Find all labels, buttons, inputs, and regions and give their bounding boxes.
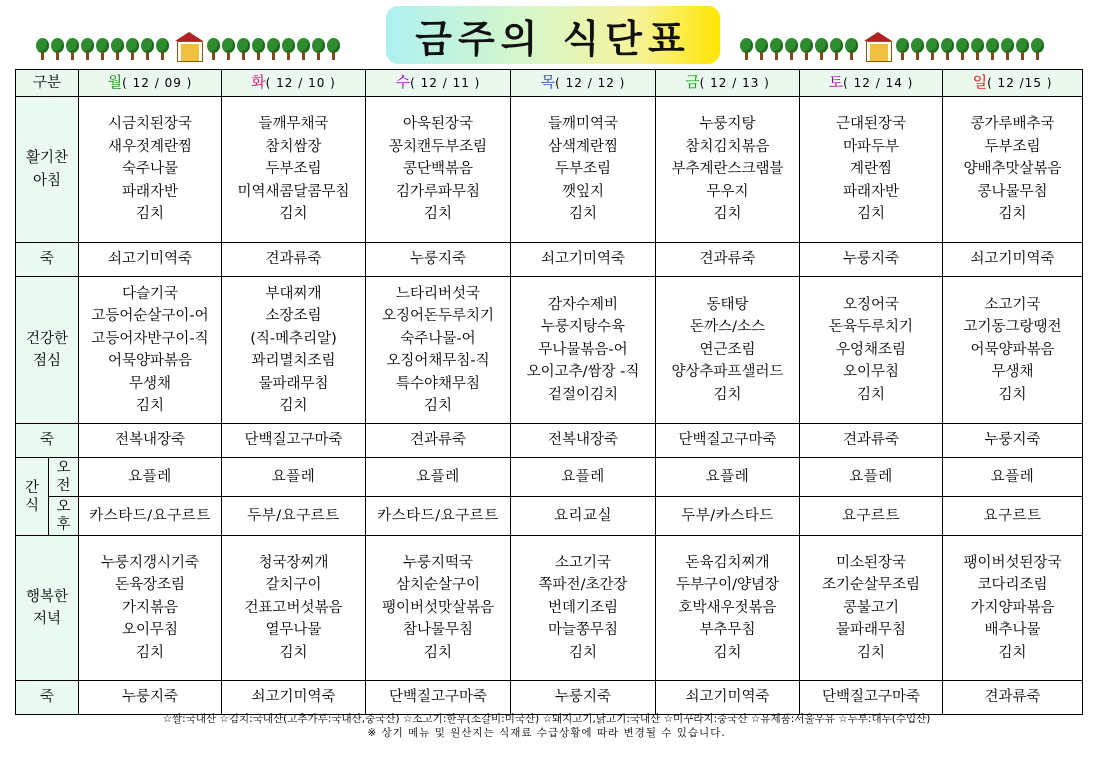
porridge-cell: 누룽지죽 [800,243,943,277]
page-header [0,0,1093,68]
footer-notes [0,712,1093,740]
menu-item: 돈까스/소스 [690,319,765,336]
porridge-cell: 쇠고기미역죽 [222,681,366,715]
menu-item: 물파래무침 [835,622,907,639]
menu-item: 시금치된장국 [107,116,193,133]
tree-icon [986,38,999,60]
menu-item: 배추나물 [984,622,1041,639]
menu-item: 미역새콤달콤무침 [237,183,350,200]
menu-item: 느타리버섯국 [395,285,481,302]
menu-item: 소고기국 [555,554,612,571]
menu-item: 무생채 [129,375,172,392]
menu-item: 오 [56,460,71,476]
snack-am-cell: 요플레 [511,458,656,497]
porridge-cell: 누룽지죽 [79,681,222,715]
porridge-label: 죽 [16,243,79,277]
menu-item: 오징어채무침-직 [386,353,490,369]
menu-item: 김가루파무침 [395,183,481,200]
tree-icon [740,38,753,60]
snack-am-cell: 요플레 [800,458,943,497]
menu-item: 무우지 [706,183,749,200]
menu-item: 파래자반 [122,183,179,200]
menu-item: 김치 [424,644,453,661]
menu-item: 들깨미역국 [547,116,619,133]
snack-pm-cell: 두부/카스타드 [656,497,800,536]
porridge-cell: 누룽지죽 [366,243,511,277]
breakfast-label [16,97,79,243]
menu-item: 부추무침 [699,622,756,639]
lunch-cell [511,277,656,424]
menu-item: 누룽지갱시기죽 [100,554,200,571]
menu-item: 오이무침 [122,622,179,639]
menu-item: 오징어돈두루치기 [381,308,495,324]
menu-item: 김치 [998,644,1027,661]
lunch-cell [656,277,800,424]
menu-item: 청국장찌개 [258,554,329,571]
day-header-fri: 금( 12 / 13 ) [656,70,800,97]
tree-icon [1016,38,1029,60]
tree-icon [66,38,79,60]
menu-item: 새우젓계란찜 [107,138,193,155]
tree-icon [971,38,984,60]
menu-item: 고등어자반구이-직 [91,330,209,347]
menu-item: 김치 [998,206,1027,223]
title-banner [386,6,720,64]
menu-item: 김치 [998,386,1027,403]
tree-icon [800,38,813,60]
day-header-sun: 일( 12 /15 ) [943,70,1083,97]
menu-item: 오징어국 [843,296,900,313]
porridge-cell: 단백질고구마죽 [656,424,800,458]
tree-icon [81,38,94,60]
menu-item: 양상추파프샐러드 [671,364,784,381]
menu-item: 김치 [279,398,308,414]
tree-icon [237,38,250,60]
decoration-right [740,32,1046,60]
snack-pm-cell: 요구르트 [800,497,943,536]
menu-item: 코다리조림 [977,577,1048,594]
menu-item: 미소된장국 [835,554,907,571]
menu-item: 깻잎지 [562,183,605,200]
menu-item: 우엉채조림 [835,341,907,358]
porridge-cell: 단백질고구마죽 [800,681,943,715]
menu-item: 오이무침 [843,364,900,381]
origin-note: ☆쌀:국내산 ☆김치:국내산(고추가루:국내산,중국산) ☆소고기:한우(소갈비:미국산) ☆돼지고기,닭고기:국내산 ☆미꾸라지:중국산 ☆유제품:서울우유 ☆두부:대두(수입산) [162,713,931,725]
dinner-cell [943,536,1083,681]
menu-item: 김치 [857,206,886,223]
menu-item: 아침 [33,172,62,189]
menu-item: 숙주나물 [122,161,179,178]
dinner-cell [656,536,800,681]
menu-item: 어묵양파볶음 [107,353,193,369]
porridge-cell: 쇠고기미역죽 [943,243,1083,277]
menu-item: 부대찌개 [265,285,322,302]
menu-item: 겉절이김치 [547,386,619,403]
menu-item: 김치 [857,386,886,403]
menu-item: 김치 [569,206,598,223]
menu-item: 김치 [279,206,308,223]
menu-item: 김치 [136,644,165,661]
menu-item: 김치 [424,206,453,223]
menu-item: 숙주나물-어 [400,330,476,347]
day-header-sat: 토( 12 / 14 ) [800,70,943,97]
house-icon [174,32,204,60]
porridge-cell: 쇠고기미역죽 [79,243,222,277]
day-header-thu: 목( 12 / 12 ) [511,70,656,97]
breakfast-cell [222,97,366,243]
menu-item: 다슬기국 [122,285,179,302]
tree-icon [815,38,828,60]
porridge-cell: 전복내장죽 [79,424,222,458]
menu-item: 건표고버섯볶음 [244,599,343,616]
menu-item: 팽이버섯맛살볶음 [381,599,495,616]
dinner-cell [222,536,366,681]
menu-item: 근대된장국 [835,116,907,133]
menu-item: 어묵양파볶음 [970,341,1055,358]
menu-item: 건강한 [25,330,69,347]
porridge-cell: 쇠고기미역죽 [511,243,656,277]
snack-pm-cell: 요구르트 [943,497,1083,536]
menu-item: 행복한 [25,588,69,605]
porridge-cell: 견과류죽 [222,243,366,277]
menu-item: 아욱된장국 [402,116,474,133]
porridge-row-2 [16,424,1083,458]
porridge-cell: 전복내장죽 [511,424,656,458]
menu-item: 마늘쫑무침 [547,622,619,639]
decoration-left [36,32,342,60]
day-header-wed: 수( 12 / 11 ) [366,70,511,97]
menu-item: 꽈리멸치조림 [251,353,336,369]
tree-icon [207,38,220,60]
menu-item: 김치 [136,398,165,414]
menu-item: 누룽지탕수육 [540,319,626,336]
menu-item: 들깨무채국 [258,116,329,133]
dinner-cell [800,536,943,681]
snack-am-cell: 요플레 [943,458,1083,497]
menu-item: 참나물무침 [402,622,474,639]
day-header-mon: 월( 12 / 09 ) [79,70,222,97]
menu-item: 콩단백볶음 [402,161,474,178]
menu-item: 가지볶음 [122,599,179,616]
lunch-cell [366,277,511,424]
menu-item: 번데기조림 [547,599,619,616]
tree-icon [926,38,939,60]
dinner-cell [79,536,222,681]
header-corner: 구분 [16,70,79,97]
snack-pm-cell: 두부/요구르트 [222,497,366,536]
lunch-cell [800,277,943,424]
breakfast-cell [366,97,511,243]
tree-icon [312,38,325,60]
menu-item: 가지양파볶음 [970,599,1055,616]
menu-item: 점심 [33,353,62,369]
menu-item: 파래자반 [843,183,900,200]
menu-item: 삼치순살구이 [395,577,481,594]
meal-plan-table [15,69,1083,715]
menu-item: 쪽파전/초간장 [538,577,628,594]
snack-am-label [49,458,79,497]
change-notice: ※ 상기 메뉴 및 원산지는 식재료 수급상황에 따라 변경될 수 있습니다. [367,727,726,739]
menu-item: 갈치구이 [265,577,322,594]
breakfast-cell [943,97,1083,243]
tree-icon [770,38,783,60]
tree-icon [96,38,109,60]
menu-item: 저녁 [33,611,62,627]
menu-item: 전 [56,478,71,494]
menu-item: 콩불고기 [843,599,900,616]
page-title: 금주의 식단표 [415,16,691,61]
tree-icon [297,38,310,60]
snack-label: 간 식 [16,458,49,536]
tree-icon [1001,38,1014,60]
menu-item: 두부조림 [555,161,612,178]
tree-icon [222,38,235,60]
porridge-row-1 [16,243,1083,277]
tree-icon [267,38,280,60]
menu-item: 두부조림 [984,138,1041,155]
menu-item: 김치 [424,398,453,414]
porridge-label: 죽 [16,681,79,715]
menu-item: 두부구이/양념장 [676,577,779,594]
porridge-cell: 누룽지죽 [943,424,1083,458]
snack-am-cell: 요플레 [79,458,222,497]
porridge-cell: 누룽지죽 [511,681,656,715]
menu-item: 김치 [857,644,886,661]
tree-icon [896,38,909,60]
tree-icon [755,38,768,60]
breakfast-cell [800,97,943,243]
snack-am-cell: 요플레 [366,458,511,497]
lunch-cell [222,277,366,424]
lunch-cell [79,277,222,424]
tree-icon [141,38,154,60]
tree-icon [327,38,340,60]
porridge-cell: 단백질고구마죽 [222,424,366,458]
menu-item: 후 [56,517,71,533]
menu-item: 조기순살무조림 [821,577,921,594]
dinner-cell [366,536,511,681]
menu-item: 물파래무침 [258,375,329,392]
snack-am-cell: 요플레 [656,458,800,497]
snack-pm-row [16,497,1083,536]
porridge-cell: 쇠고기미역죽 [656,681,800,715]
menu-item: 고등어순살구이-어 [91,308,209,324]
menu-item: 무나물볶음-어 [538,341,628,358]
snack-pm-cell: 요리교실 [511,497,656,536]
menu-item: 소장조림 [265,308,322,324]
menu-item: 누룽지떡국 [402,554,474,571]
tree-icon [51,38,64,60]
menu-item: 김치 [713,206,742,223]
menu-item: 특수야채무침 [395,375,481,392]
snack-pm-label [49,497,79,536]
menu-item: 활기찬 [25,150,69,166]
dinner-cell [511,536,656,681]
snack-am-row [16,458,1083,497]
tree-icon [941,38,954,60]
menu-item: 돈육두루치기 [828,319,914,336]
tree-icon [156,38,169,60]
porridge-label: 죽 [16,424,79,458]
tree-icon [36,38,49,60]
tree-icon [282,38,295,60]
menu-item: 김치 [279,644,308,661]
day-header-tue: 화( 12 / 10 ) [222,70,366,97]
menu-item: 콩가루배추국 [970,116,1055,133]
menu-item: 팽이버섯된장국 [963,554,1062,571]
breakfast-row [16,97,1083,243]
menu-item: 두부조림 [265,161,322,178]
tree-icon [111,38,124,60]
menu-item: 감자수제비 [547,296,619,313]
breakfast-cell [511,97,656,243]
menu-item: 호박새우젓볶음 [678,599,777,616]
menu-item: 돈육김치찌개 [685,554,770,571]
menu-item: 무생채 [991,364,1034,381]
porridge-cell: 견과류죽 [800,424,943,458]
menu-item: 김치 [136,206,165,223]
menu-item: 마파두부 [843,138,900,155]
snack-am-cell: 요플레 [222,458,366,497]
menu-item: 참치김치볶음 [685,138,770,155]
lunch-label [16,277,79,424]
menu-item: 연근조림 [699,341,756,358]
menu-item: 돈육장조림 [114,577,186,594]
menu-item: (직-메추리알) [250,330,337,347]
menu-item: 고기동그랑땡전 [963,319,1062,336]
header-row [16,70,1083,97]
menu-item: 계란찜 [850,161,893,178]
menu-item: 양배추맛살볶음 [963,161,1062,178]
tree-icon [785,38,798,60]
tree-icon [845,38,858,60]
menu-item: 김치 [569,644,598,661]
snack-pm-cell: 카스타드/요구르트 [79,497,222,536]
menu-item: 동태탕 [706,296,749,313]
menu-item: 열무나물 [265,622,322,639]
menu-item: 참치쌈장 [265,138,322,155]
porridge-cell: 단백질고구마죽 [366,681,511,715]
menu-item: 부추계란스크램블 [671,161,784,178]
menu-item: 오이고추/쌈장 -직 [526,364,640,381]
menu-item: 누룽지탕 [699,116,756,133]
menu-item: 소고기국 [984,296,1041,313]
menu-item: 오 [56,499,71,515]
tree-icon [956,38,969,60]
porridge-cell: 견과류죽 [366,424,511,458]
tree-icon [252,38,265,60]
tree-icon [126,38,139,60]
dinner-label [16,536,79,681]
snack-pm-cell: 카스타드/요구르트 [366,497,511,536]
lunch-cell [943,277,1083,424]
tree-icon [830,38,843,60]
dinner-row [16,536,1083,681]
tree-icon [911,38,924,60]
house-icon [863,32,893,60]
menu-item: 콩나물무침 [977,183,1048,200]
menu-item: 꽁치캔두부조림 [388,138,488,155]
menu-item: 김치 [713,644,742,661]
porridge-cell: 견과류죽 [656,243,800,277]
tree-icon [1031,38,1044,60]
porridge-cell: 견과류죽 [943,681,1083,715]
menu-item: 삼색계란찜 [547,138,619,155]
menu-item: 김치 [713,386,742,403]
lunch-row [16,277,1083,424]
breakfast-cell [79,97,222,243]
porridge-row-3 [16,681,1083,715]
breakfast-cell [656,97,800,243]
